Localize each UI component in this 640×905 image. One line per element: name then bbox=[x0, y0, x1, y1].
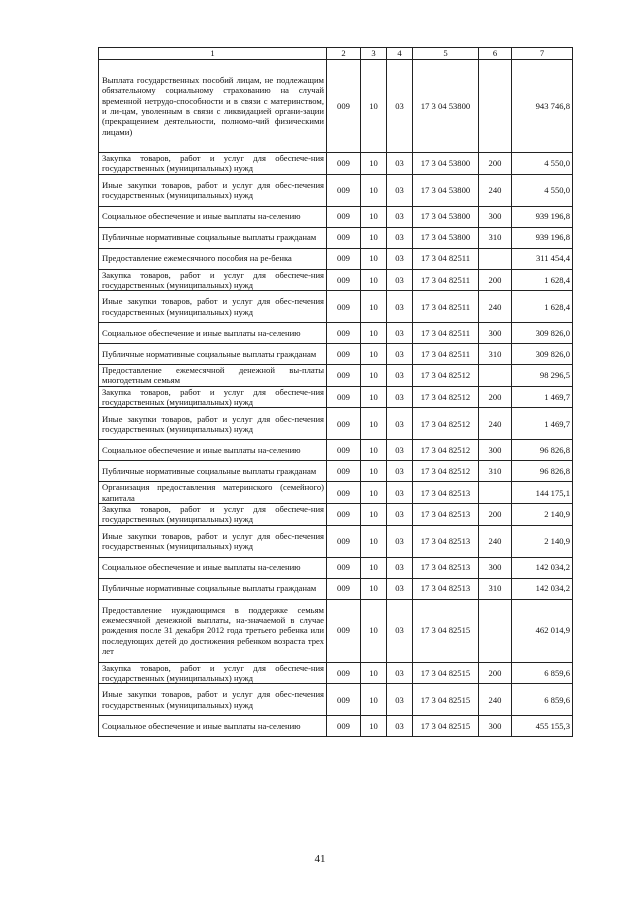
row-pr-code: 03 bbox=[387, 365, 413, 387]
row-vr-code: 240 bbox=[479, 408, 512, 440]
row-csr-code: 17 3 04 82511 bbox=[413, 323, 479, 344]
table-row bbox=[99, 578, 573, 599]
row-rz-code: 10 bbox=[361, 60, 387, 153]
row-gr-code: 009 bbox=[327, 440, 361, 461]
row-amount: 6 859,6 bbox=[512, 662, 573, 684]
row-amount: 1 469,7 bbox=[512, 408, 573, 440]
row-csr-code: 17 3 04 82512 bbox=[413, 365, 479, 387]
row-pr-code: 03 bbox=[387, 684, 413, 716]
row-vr-code: 310 bbox=[479, 461, 512, 482]
row-csr-code: 17 3 04 82515 bbox=[413, 716, 479, 737]
row-vr-code: 240 bbox=[479, 291, 512, 323]
row-vr-code: 200 bbox=[479, 386, 512, 408]
table-row bbox=[99, 291, 573, 323]
row-pr-code: 03 bbox=[387, 323, 413, 344]
table-row bbox=[99, 482, 573, 504]
table-row bbox=[99, 323, 573, 344]
row-gr-code: 009 bbox=[327, 482, 361, 504]
column-number: 3 bbox=[361, 48, 387, 60]
table-row bbox=[99, 60, 573, 153]
row-pr-code: 03 bbox=[387, 525, 413, 557]
row-vr-code: 240 bbox=[479, 684, 512, 716]
row-pr-code: 03 bbox=[387, 60, 413, 153]
row-description: Закупка товаров, работ и услуг для обеспече-ния государственных (муниципальных) нужд bbox=[99, 153, 327, 175]
row-rz-code: 10 bbox=[361, 408, 387, 440]
row-amount: 1 469,7 bbox=[512, 386, 573, 408]
row-csr-code: 17 3 04 82515 bbox=[413, 599, 479, 662]
row-vr-code: 300 bbox=[479, 206, 512, 227]
row-amount: 943 746,8 bbox=[512, 60, 573, 153]
row-vr-code: 310 bbox=[479, 578, 512, 599]
row-rz-code: 10 bbox=[361, 344, 387, 365]
row-amount: 142 034,2 bbox=[512, 557, 573, 578]
row-vr-code: 300 bbox=[479, 557, 512, 578]
row-gr-code: 009 bbox=[327, 206, 361, 227]
row-description: Публичные нормативные социальные выплаты гражданам bbox=[99, 461, 327, 482]
row-gr-code: 009 bbox=[327, 461, 361, 482]
row-rz-code: 10 bbox=[361, 662, 387, 684]
table-row bbox=[99, 206, 573, 227]
row-amount: 462 014,9 bbox=[512, 599, 573, 662]
row-description: Публичные нормативные социальные выплаты гражданам bbox=[99, 578, 327, 599]
row-gr-code: 009 bbox=[327, 662, 361, 684]
table-row bbox=[99, 386, 573, 408]
row-description: Иные закупки товаров, работ и услуг для обес-печения государственных (муниципальных) нужд bbox=[99, 408, 327, 440]
row-rz-code: 10 bbox=[361, 684, 387, 716]
row-description: Социальное обеспечение и иные выплаты на-селению bbox=[99, 206, 327, 227]
table-row bbox=[99, 662, 573, 684]
row-gr-code: 009 bbox=[327, 503, 361, 525]
column-number: 6 bbox=[479, 48, 512, 60]
row-description: Выплата государственных пособий лицам, не подлежащим обязательному социальному страхованию на случай временной нетрудо-способности и в связи с материнством, и ли-цам, уволенным в связи с ликвидацией органи-зации (прекращением деятельности, полномо-чий физическими лицами) bbox=[99, 60, 327, 153]
row-description: Иные закупки товаров, работ и услуг для обес-печения государственных (муниципальных) нужд bbox=[99, 684, 327, 716]
row-rz-code: 10 bbox=[361, 482, 387, 504]
row-csr-code: 17 3 04 82511 bbox=[413, 248, 479, 269]
row-gr-code: 009 bbox=[327, 525, 361, 557]
row-amount: 309 826,0 bbox=[512, 344, 573, 365]
row-gr-code: 009 bbox=[327, 269, 361, 291]
row-amount: 2 140,9 bbox=[512, 503, 573, 525]
row-csr-code: 17 3 04 82513 bbox=[413, 578, 479, 599]
row-rz-code: 10 bbox=[361, 291, 387, 323]
row-amount: 939 196,8 bbox=[512, 227, 573, 248]
row-rz-code: 10 bbox=[361, 440, 387, 461]
table-row bbox=[99, 503, 573, 525]
row-pr-code: 03 bbox=[387, 408, 413, 440]
row-rz-code: 10 bbox=[361, 153, 387, 175]
row-rz-code: 10 bbox=[361, 365, 387, 387]
row-amount: 2 140,9 bbox=[512, 525, 573, 557]
row-pr-code: 03 bbox=[387, 269, 413, 291]
row-csr-code: 17 3 04 53800 bbox=[413, 153, 479, 175]
row-gr-code: 009 bbox=[327, 408, 361, 440]
row-pr-code: 03 bbox=[387, 153, 413, 175]
row-csr-code: 17 3 04 53800 bbox=[413, 227, 479, 248]
row-vr-code: 200 bbox=[479, 662, 512, 684]
table-row bbox=[99, 461, 573, 482]
row-vr-code: 200 bbox=[479, 503, 512, 525]
row-amount: 142 034,2 bbox=[512, 578, 573, 599]
column-number: 5 bbox=[413, 48, 479, 60]
row-description: Предоставление нуждающимся в поддержке семьям ежемесячной денежной выплаты, на-значаемой в случае рождения после 31 декабря 2012 года третьего ребенка или последующих детей до достижения ребенком возраста трех лет bbox=[99, 599, 327, 662]
row-gr-code: 009 bbox=[327, 174, 361, 206]
row-rz-code: 10 bbox=[361, 248, 387, 269]
column-number: 4 bbox=[387, 48, 413, 60]
row-pr-code: 03 bbox=[387, 578, 413, 599]
row-gr-code: 009 bbox=[327, 344, 361, 365]
row-description: Социальное обеспечение и иные выплаты на-селению bbox=[99, 323, 327, 344]
row-vr-code: 300 bbox=[479, 440, 512, 461]
row-gr-code: 009 bbox=[327, 365, 361, 387]
row-csr-code: 17 3 04 53800 bbox=[413, 174, 479, 206]
row-pr-code: 03 bbox=[387, 386, 413, 408]
row-description: Социальное обеспечение и иные выплаты на-селению bbox=[99, 716, 327, 737]
row-vr-code: 240 bbox=[479, 525, 512, 557]
row-gr-code: 009 bbox=[327, 227, 361, 248]
table-row bbox=[99, 557, 573, 578]
row-description: Предоставление ежемесячной денежной вы-платы многодетным семьям bbox=[99, 365, 327, 387]
row-csr-code: 17 3 04 82512 bbox=[413, 408, 479, 440]
row-pr-code: 03 bbox=[387, 482, 413, 504]
table-row bbox=[99, 716, 573, 737]
row-description: Закупка товаров, работ и услуг для обеспече-ния государственных (муниципальных) нужд bbox=[99, 662, 327, 684]
row-amount: 144 175,1 bbox=[512, 482, 573, 504]
row-description: Закупка товаров, работ и услуг для обеспече-ния государственных (муниципальных) нужд bbox=[99, 269, 327, 291]
row-description: Закупка товаров, работ и услуг для обеспече-ния государственных (муниципальных) нужд bbox=[99, 503, 327, 525]
row-amount: 96 826,8 bbox=[512, 440, 573, 461]
table-row bbox=[99, 365, 573, 387]
row-vr-code: 240 bbox=[479, 174, 512, 206]
row-pr-code: 03 bbox=[387, 291, 413, 323]
row-pr-code: 03 bbox=[387, 461, 413, 482]
row-amount: 455 155,3 bbox=[512, 716, 573, 737]
row-gr-code: 009 bbox=[327, 599, 361, 662]
table-row bbox=[99, 174, 573, 206]
column-number: 7 bbox=[512, 48, 573, 60]
row-csr-code: 17 3 04 82515 bbox=[413, 684, 479, 716]
row-csr-code: 17 3 04 82513 bbox=[413, 557, 479, 578]
row-rz-code: 10 bbox=[361, 525, 387, 557]
row-csr-code: 17 3 04 82511 bbox=[413, 344, 479, 365]
row-vr-code bbox=[479, 60, 512, 153]
row-pr-code: 03 bbox=[387, 206, 413, 227]
row-amount: 311 454,4 bbox=[512, 248, 573, 269]
row-description: Организация предоставления материнского (семейного) капитала bbox=[99, 482, 327, 504]
row-pr-code: 03 bbox=[387, 344, 413, 365]
row-csr-code: 17 3 04 82513 bbox=[413, 503, 479, 525]
row-description: Социальное обеспечение и иные выплаты на-селению bbox=[99, 440, 327, 461]
row-vr-code bbox=[479, 482, 512, 504]
row-pr-code: 03 bbox=[387, 227, 413, 248]
row-pr-code: 03 bbox=[387, 599, 413, 662]
row-description: Предоставление ежемесячного пособия на ре-бенка bbox=[99, 248, 327, 269]
row-gr-code: 009 bbox=[327, 716, 361, 737]
row-gr-code: 009 bbox=[327, 248, 361, 269]
table-row bbox=[99, 248, 573, 269]
row-rz-code: 10 bbox=[361, 578, 387, 599]
row-gr-code: 009 bbox=[327, 60, 361, 153]
table-row bbox=[99, 525, 573, 557]
table-row bbox=[99, 440, 573, 461]
row-rz-code: 10 bbox=[361, 227, 387, 248]
row-csr-code: 17 3 04 82511 bbox=[413, 291, 479, 323]
row-rz-code: 10 bbox=[361, 716, 387, 737]
row-gr-code: 009 bbox=[327, 386, 361, 408]
budget-table-sheet bbox=[98, 47, 572, 737]
row-vr-code: 310 bbox=[479, 227, 512, 248]
row-csr-code: 17 3 04 53800 bbox=[413, 60, 479, 153]
column-number-row bbox=[99, 48, 573, 60]
row-rz-code: 10 bbox=[361, 174, 387, 206]
row-amount: 6 859,6 bbox=[512, 684, 573, 716]
page-number: 41 bbox=[314, 853, 326, 865]
row-amount: 309 826,0 bbox=[512, 323, 573, 344]
row-vr-code: 300 bbox=[479, 716, 512, 737]
budget-table bbox=[98, 47, 573, 737]
row-gr-code: 009 bbox=[327, 153, 361, 175]
row-gr-code: 009 bbox=[327, 557, 361, 578]
row-amount: 1 628,4 bbox=[512, 269, 573, 291]
table-row bbox=[99, 599, 573, 662]
row-vr-code: 310 bbox=[479, 344, 512, 365]
row-description: Иные закупки товаров, работ и услуг для обес-печения государственных (муниципальных) нужд bbox=[99, 174, 327, 206]
row-vr-code bbox=[479, 248, 512, 269]
column-number: 2 bbox=[327, 48, 361, 60]
row-rz-code: 10 bbox=[361, 503, 387, 525]
row-vr-code: 200 bbox=[479, 153, 512, 175]
row-description: Публичные нормативные социальные выплаты гражданам bbox=[99, 227, 327, 248]
row-pr-code: 03 bbox=[387, 662, 413, 684]
row-gr-code: 009 bbox=[327, 684, 361, 716]
row-csr-code: 17 3 04 82515 bbox=[413, 662, 479, 684]
row-vr-code bbox=[479, 599, 512, 662]
table-row bbox=[99, 408, 573, 440]
row-csr-code: 17 3 04 82512 bbox=[413, 440, 479, 461]
row-pr-code: 03 bbox=[387, 248, 413, 269]
row-pr-code: 03 bbox=[387, 503, 413, 525]
row-vr-code bbox=[479, 365, 512, 387]
row-description: Закупка товаров, работ и услуг для обеспече-ния государственных (муниципальных) нужд bbox=[99, 386, 327, 408]
row-gr-code: 009 bbox=[327, 323, 361, 344]
row-description: Иные закупки товаров, работ и услуг для обес-печения государственных (муниципальных) нужд bbox=[99, 525, 327, 557]
row-description: Иные закупки товаров, работ и услуг для обес-печения государственных (муниципальных) нужд bbox=[99, 291, 327, 323]
row-pr-code: 03 bbox=[387, 557, 413, 578]
table-row bbox=[99, 344, 573, 365]
table-row bbox=[99, 684, 573, 716]
row-amount: 96 826,8 bbox=[512, 461, 573, 482]
row-amount: 1 628,4 bbox=[512, 291, 573, 323]
row-vr-code: 200 bbox=[479, 269, 512, 291]
row-description: Публичные нормативные социальные выплаты гражданам bbox=[99, 344, 327, 365]
row-csr-code: 17 3 04 82513 bbox=[413, 525, 479, 557]
row-rz-code: 10 bbox=[361, 206, 387, 227]
row-rz-code: 10 bbox=[361, 386, 387, 408]
row-rz-code: 10 bbox=[361, 269, 387, 291]
table-row bbox=[99, 269, 573, 291]
table-row bbox=[99, 227, 573, 248]
row-amount: 4 550,0 bbox=[512, 174, 573, 206]
row-csr-code: 17 3 04 82512 bbox=[413, 386, 479, 408]
table-row bbox=[99, 153, 573, 175]
row-description: Социальное обеспечение и иные выплаты на-селению bbox=[99, 557, 327, 578]
row-pr-code: 03 bbox=[387, 174, 413, 206]
row-csr-code: 17 3 04 82513 bbox=[413, 482, 479, 504]
row-csr-code: 17 3 04 53800 bbox=[413, 206, 479, 227]
row-csr-code: 17 3 04 82511 bbox=[413, 269, 479, 291]
row-rz-code: 10 bbox=[361, 461, 387, 482]
row-gr-code: 009 bbox=[327, 291, 361, 323]
column-number: 1 bbox=[99, 48, 327, 60]
row-pr-code: 03 bbox=[387, 440, 413, 461]
row-csr-code: 17 3 04 82512 bbox=[413, 461, 479, 482]
row-amount: 939 196,8 bbox=[512, 206, 573, 227]
row-rz-code: 10 bbox=[361, 323, 387, 344]
row-amount: 98 296,5 bbox=[512, 365, 573, 387]
row-rz-code: 10 bbox=[361, 599, 387, 662]
row-amount: 4 550,0 bbox=[512, 153, 573, 175]
row-pr-code: 03 bbox=[387, 716, 413, 737]
row-rz-code: 10 bbox=[361, 557, 387, 578]
row-gr-code: 009 bbox=[327, 578, 361, 599]
row-vr-code: 300 bbox=[479, 323, 512, 344]
